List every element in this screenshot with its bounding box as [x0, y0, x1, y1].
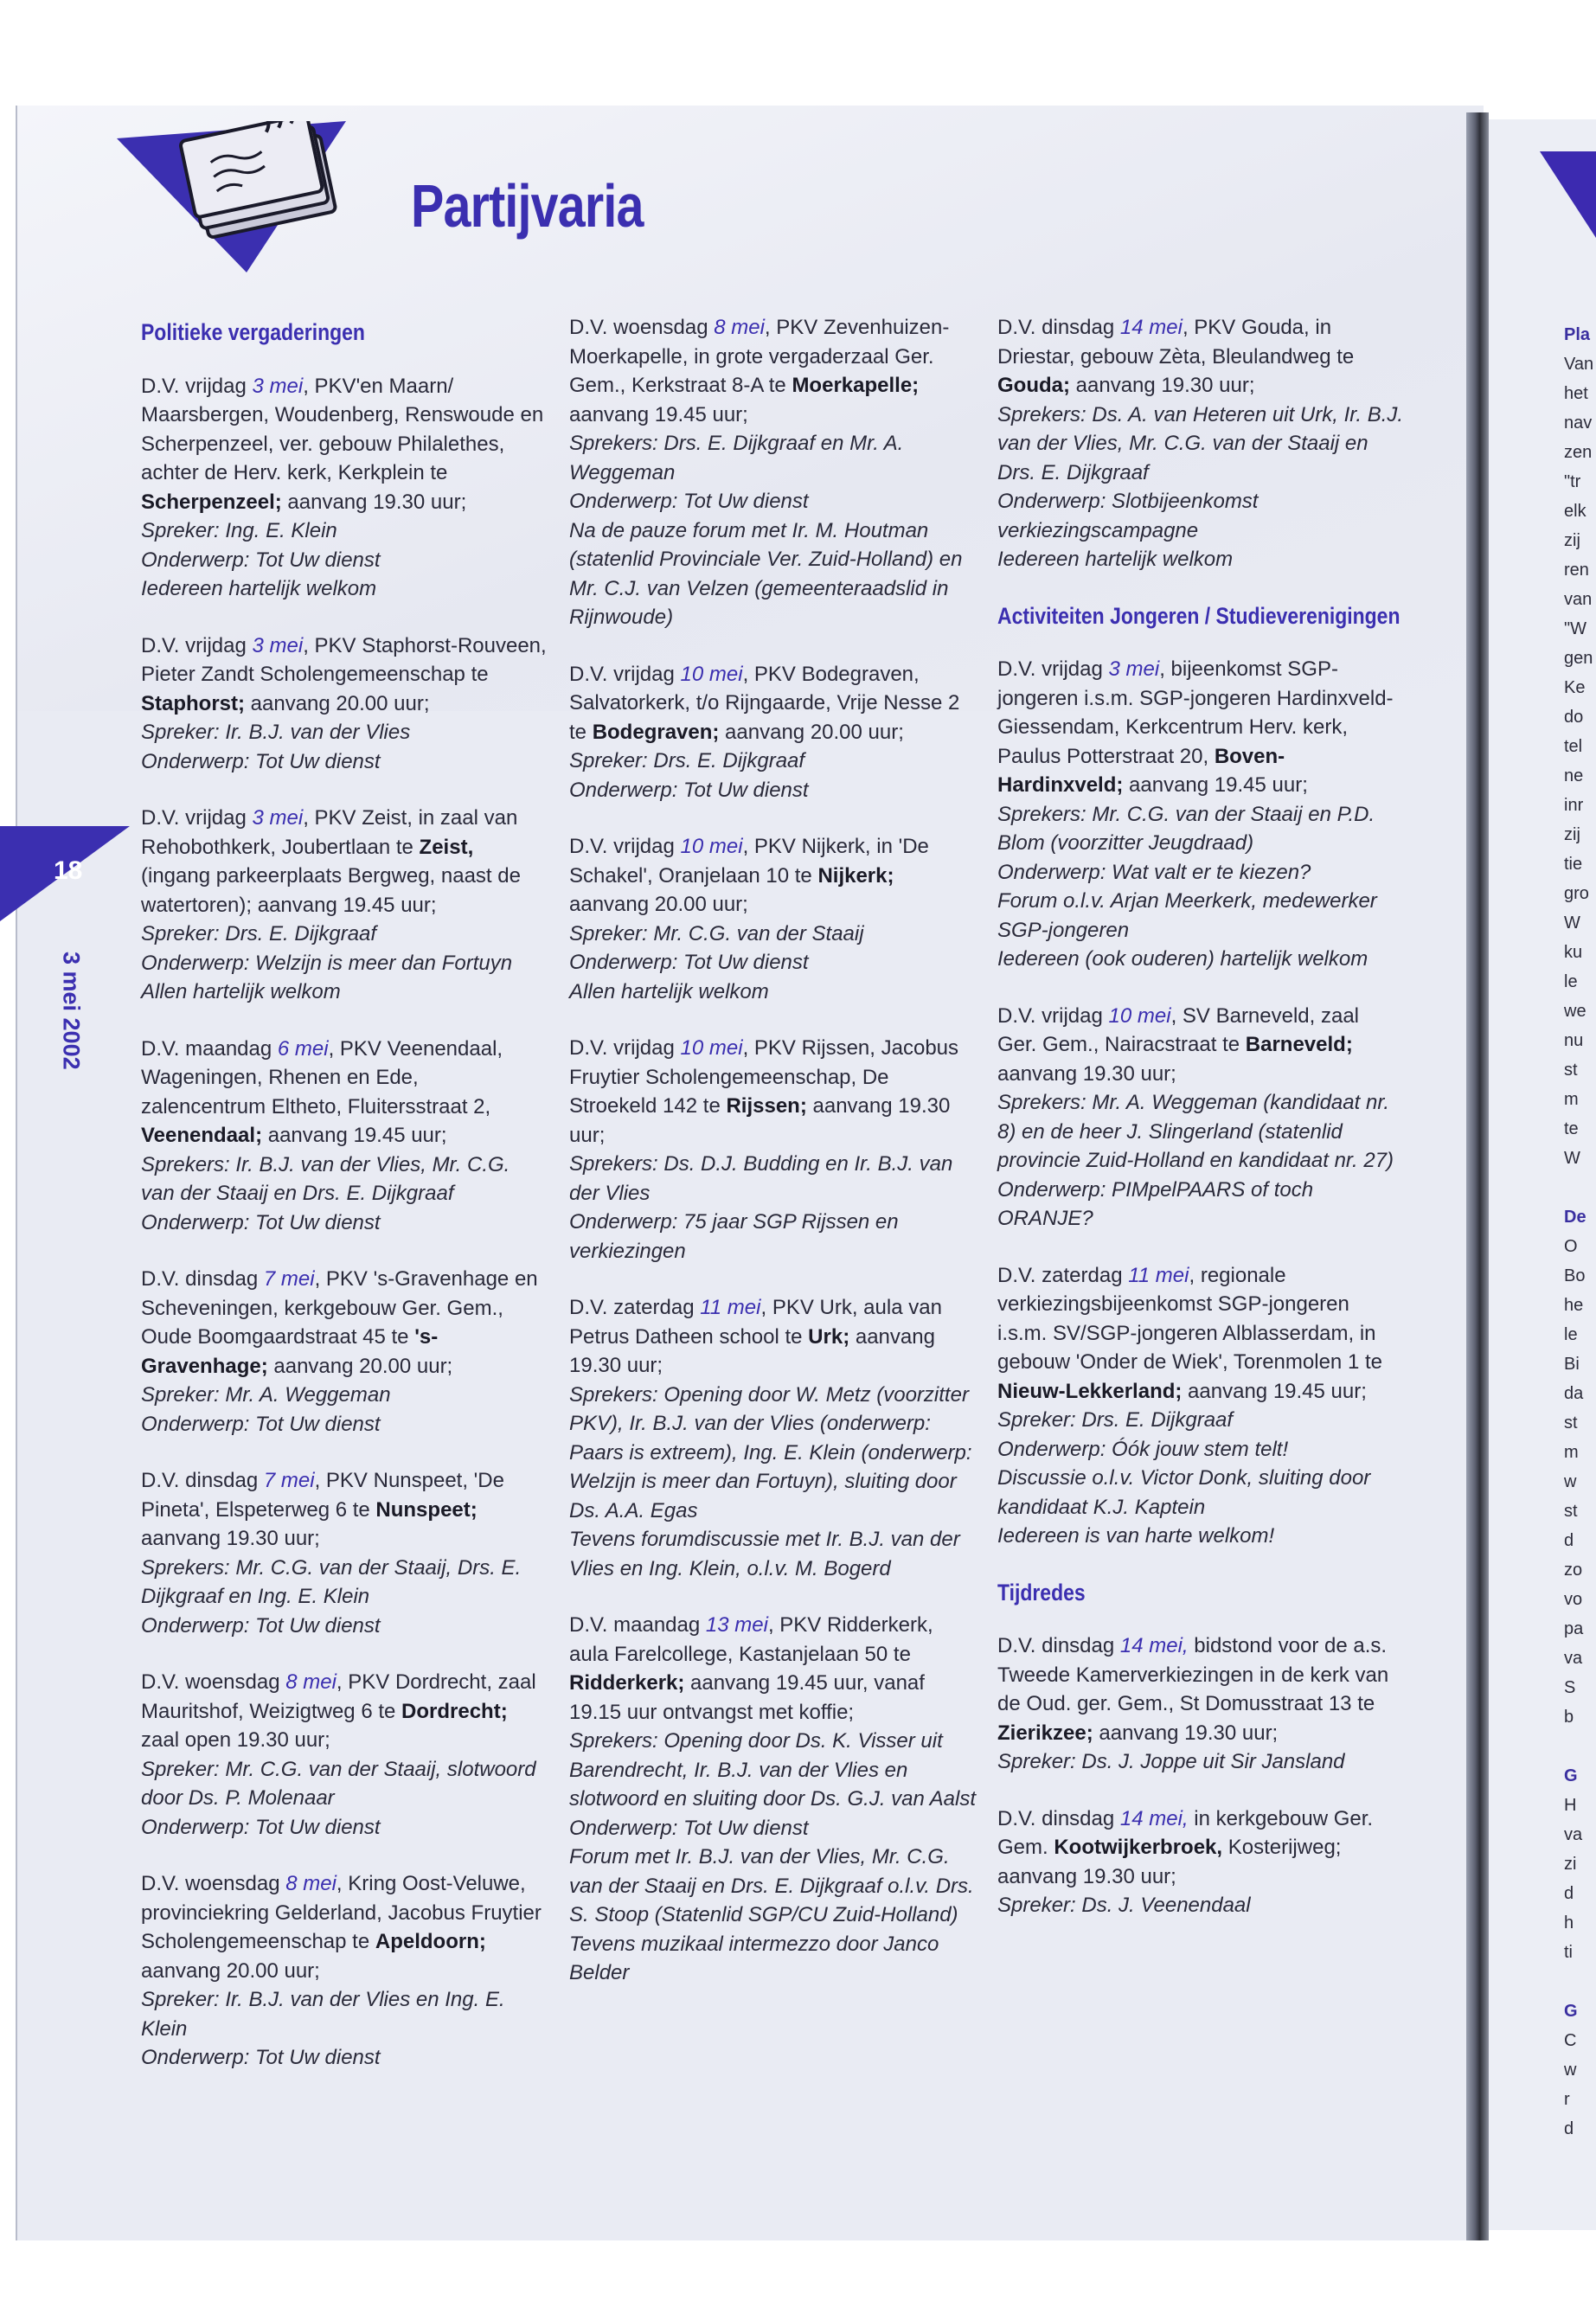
- event-mid: , PKV Zeist, in zaal van Rehobothkerk, Joubertlaan te: [141, 806, 518, 859]
- event-line: Allen hartelijk welkom: [569, 979, 769, 1003]
- event-details: [141, 804, 548, 920]
- event-line: Spreker: Mr. A. Weggeman: [141, 1383, 391, 1407]
- event-entry: [997, 313, 1404, 574]
- event-place: Scherpenzeel;: [141, 490, 282, 514]
- event-entry: [141, 631, 548, 777]
- event-entry: [141, 1265, 548, 1439]
- event-prefix: D.V. vrijdag: [569, 835, 681, 858]
- event-line: Onderwerp: Tot Uw dienst: [141, 1412, 381, 1436]
- next-page-fragment: inr: [1564, 796, 1584, 815]
- event-entry: [997, 1002, 1404, 1234]
- event-line: Forum o.l.v. Arjan Meerkerk, medewerker SGP-jongeren: [997, 889, 1377, 942]
- event-prefix: D.V. vrijdag: [141, 806, 253, 830]
- event-line: Onderwerp: PIMpelPAARS of toch ORANJE?: [997, 1177, 1314, 1230]
- event-prefix: D.V. woensdag: [569, 316, 715, 339]
- event-mid: , PKV Zevenhuizen-Moerkapelle, in grote vergaderzaal Ger. Gem., Kerkstraat 8-A te: [569, 316, 950, 397]
- event-time: aanvang 20.00 uur;: [141, 1958, 320, 1983]
- event-date: 11 mei: [700, 1296, 761, 1319]
- next-page-fragment: h: [1564, 1913, 1574, 1932]
- page-number: 18: [54, 856, 83, 885]
- event-entry: [569, 660, 976, 805]
- event-place: Moerkapelle;: [792, 374, 920, 397]
- event-place: Rijssen;: [726, 1094, 807, 1118]
- event-mid: , PKV Bodegraven, Salvatorkerk, t/o Rijngaarde, Vrije Nesse 2 te: [569, 662, 960, 744]
- event-date: 14 mei,: [1119, 1634, 1189, 1657]
- next-page-fragment: m: [1564, 1090, 1579, 1109]
- event-mid: , bijeenkomst SGP-jongeren i.s.m. SGP-jongeren Hardinxveld-Giessendam, Kerkcentrum Herv. kerk, Paulus Potterstraat 20,: [997, 657, 1394, 768]
- event-prefix: D.V. zaterdag: [569, 1296, 701, 1319]
- event-details: [141, 372, 548, 517]
- event-time: aanvang 19.30 uur;: [997, 1061, 1176, 1086]
- event-time: aanvang 19.45 uur;: [1182, 1379, 1367, 1403]
- event-line: Spreker: Ir. B.J. van der Vlies en Ing. E. Klein: [141, 1988, 505, 2041]
- next-page-fragment: H: [1564, 1796, 1577, 1815]
- next-page-fragment: De: [1564, 1208, 1586, 1227]
- next-page-fragment: do: [1564, 708, 1584, 727]
- event-date: 3 mei: [1108, 657, 1160, 681]
- next-page-fragment: nav: [1564, 413, 1593, 433]
- event-line: Sprekers: Ds. D.J. Budding en Ir. B.J. van der Vlies: [569, 1152, 953, 1205]
- event-time: aanvang 19.45 uur;: [1123, 773, 1308, 797]
- event-details: [141, 631, 548, 719]
- page-title: Partijvaria: [411, 172, 644, 240]
- entry-list: [997, 1631, 1404, 1920]
- next-page-fragment: we: [1564, 1002, 1586, 1021]
- event-time: aanvang 19.30 uur;: [1070, 374, 1255, 397]
- event-time: aanvang 19.30 uur;: [569, 1324, 935, 1377]
- next-page-fragment: va: [1564, 1825, 1583, 1844]
- event-entry: [569, 1034, 976, 1266]
- event-line: Onderwerp: Wat valt er te kiezen?: [997, 860, 1311, 884]
- event-line: Tevens muzikaal intermezzo door Janco Belder: [569, 1932, 939, 1984]
- next-page-fragment: van: [1564, 590, 1593, 609]
- issue-date-text: 3 mei 2002: [58, 952, 85, 1070]
- next-page-fragment: w: [1564, 2061, 1577, 2080]
- event-prefix: D.V. dinsdag: [997, 1806, 1120, 1830]
- event-details: [141, 1265, 548, 1381]
- event-date: 14 mei: [1119, 316, 1183, 339]
- next-page-fragment: gro: [1564, 884, 1589, 903]
- event-line: Iedereen is van harte welkom!: [997, 1524, 1275, 1548]
- event-place: Dordrecht;: [401, 1699, 508, 1723]
- event-entry: [141, 804, 548, 1007]
- section-heading-tijdredes: Tijdredes: [997, 1579, 1086, 1606]
- event-line: Sprekers: Mr. A. Weggeman (kandidaat nr. 8) en de heer J. Slingerland (statenlid provincie Zuid-Holland en kandidaat nr. 27): [997, 1091, 1394, 1172]
- event-entry: [997, 1804, 1404, 1920]
- next-page-fragment: b: [1564, 1708, 1574, 1727]
- event-line: Spreker: Ds. J. Joppe uit Sir Jansland: [997, 1750, 1345, 1773]
- column-3: [997, 313, 1404, 1948]
- next-page-fragment: W: [1564, 913, 1580, 933]
- event-prefix: D.V. dinsdag: [997, 1634, 1120, 1657]
- event-line: Iedereen (ook ouderen) hartelijk welkom: [997, 947, 1368, 971]
- event-line: Tevens forumdiscussie met Ir. B.J. van der Vlies en Ing. Klein, o.l.v. M. Bogerd: [569, 1528, 960, 1580]
- column-2: [569, 313, 976, 2016]
- next-page-fragment: ku: [1564, 943, 1583, 962]
- next-page-fragment: Bo: [1564, 1266, 1586, 1285]
- event-time: aanvang 19.45 uur;: [569, 402, 748, 426]
- event-details: [997, 1002, 1404, 1089]
- event-mid: , PKV Nijkerk, in 'De Schakel', Oranjelaan 10 te: [569, 835, 929, 888]
- column-1: [141, 313, 548, 2100]
- next-page-fragment: ren: [1564, 561, 1589, 580]
- event-details: [997, 655, 1404, 800]
- next-page-fragment: Van: [1564, 355, 1594, 374]
- event-mid: in kerkgebouw Ger. Gem.: [997, 1806, 1374, 1859]
- next-page-text-fragments: [1564, 320, 1596, 2144]
- event-place: Veenendaal;: [141, 1124, 263, 1147]
- event-date: 8 mei: [285, 1670, 337, 1694]
- event-line: Onderwerp: Tot Uw dienst: [141, 1815, 381, 1839]
- event-entry: [569, 1293, 976, 1583]
- page-gutter: [1466, 112, 1489, 2240]
- event-time: (ingang parkeerplaats Bergweg, naast de watertoren); aanvang 19.45 uur;: [141, 864, 521, 917]
- event-entry: [569, 1611, 976, 1988]
- event-line: Spreker: Ds. J. Veenendaal: [997, 1894, 1251, 1917]
- next-page-fragment: r: [1564, 2090, 1570, 2109]
- next-page-fragment: W: [1564, 1149, 1580, 1168]
- next-page-fragment: m: [1564, 1443, 1579, 1462]
- next-page-fragment: S: [1564, 1678, 1576, 1697]
- event-time: aanvang 19.30 uur;: [1093, 1721, 1279, 1745]
- event-entry: [141, 1035, 548, 1238]
- next-page-fragment: [1564, 1173, 1596, 1202]
- event-prefix: D.V. dinsdag: [997, 316, 1120, 339]
- next-page-fragment: da: [1564, 1384, 1584, 1403]
- event-line: Sprekers: Ir. B.J. van der Vlies, Mr. C.G. van der Staaij en Drs. E. Dijkgraaf: [141, 1152, 510, 1205]
- event-place: Kootwijkerbroek,: [1054, 1836, 1223, 1859]
- event-date: 10 mei: [1108, 1003, 1171, 1028]
- next-page-fragment: st: [1564, 1061, 1578, 1080]
- entry-list: [141, 372, 548, 2073]
- event-line: Onderwerp: Tot Uw dienst: [141, 548, 381, 572]
- event-line: Spreker: Drs. E. Dijkgraaf: [569, 749, 805, 772]
- event-date: 10 mei: [680, 835, 743, 858]
- event-prefix: D.V. dinsdag: [141, 1469, 264, 1492]
- event-line: Onderwerp: Welzijn is meer dan Fortuyn: [141, 951, 513, 975]
- event-mid: bidstond voor de a.s. Tweede Kamerverkiezingen in de kerk van de Oud. ger. Gem., St Domusstraat 13 te: [997, 1634, 1389, 1715]
- entry-list: [997, 313, 1404, 574]
- event-prefix: D.V. vrijdag: [569, 1036, 681, 1060]
- event-details: [997, 313, 1404, 401]
- event-place: Boven-Hardinxveld;: [997, 744, 1285, 797]
- event-place: Nunspeet;: [375, 1497, 478, 1522]
- event-line: Na de pauze forum met Ir. M. Houtman (statenlid Provinciale Ver. Zuid-Holland) en Mr. C.J. van Velzen (gemeenteraadslid in Rijnwoude): [569, 518, 963, 629]
- event-time: aanvang 20.00 uur;: [719, 720, 904, 744]
- event-line: Discussie o.l.v. Victor Donk, sluiting door kandidaat K.J. Kaptein: [997, 1466, 1371, 1519]
- next-page-fragment: tel: [1564, 737, 1583, 756]
- next-page-fragment: het: [1564, 384, 1588, 403]
- event-date: 7 mei: [263, 1469, 315, 1492]
- event-time: aanvang 20.00 uur;: [569, 893, 748, 916]
- event-line: Onderwerp: Óók jouw stem telt!: [997, 1437, 1289, 1461]
- event-mid: , PKV Dordrecht, zaal Mauritshof, Weizigtweg 6 te: [141, 1670, 536, 1723]
- event-prefix: D.V. vrijdag: [141, 633, 253, 657]
- next-page-fragment: [1564, 1732, 1596, 1761]
- event-mid: , PKV Veenendaal, Wageningen, Rhenen en Ede, zalencentrum Eltheto, Fluitersstraat 2,: [141, 1036, 503, 1118]
- event-prefix: D.V. vrijdag: [141, 374, 253, 398]
- event-prefix: D.V. vrijdag: [997, 657, 1109, 681]
- next-page-fragment: st: [1564, 1502, 1578, 1521]
- event-place: Urk;: [808, 1324, 850, 1349]
- event-details: [997, 1631, 1404, 1747]
- next-page-fragment: G: [1564, 1766, 1578, 1785]
- next-page-fragment: zi: [1564, 1855, 1577, 1874]
- next-page-fragment: vo: [1564, 1590, 1583, 1609]
- event-time: aanvang 19.45 uur;: [262, 1124, 447, 1147]
- next-page-fragment: elk: [1564, 502, 1586, 521]
- next-page-fragment: w: [1564, 1472, 1577, 1491]
- next-page-fragment: va: [1564, 1649, 1583, 1668]
- event-place: Barneveld;: [1245, 1033, 1353, 1056]
- notepad-logo-icon: [117, 121, 359, 272]
- event-prefix: D.V. maandag: [141, 1036, 278, 1061]
- next-page-fragment: d: [1564, 2119, 1574, 2138]
- section-heading-politieke: Politieke vergaderingen: [141, 319, 365, 345]
- next-page-fragment: st: [1564, 1413, 1578, 1433]
- event-mid: , PKV 's-Gravenhage en Scheveningen, kerkgebouw Ger. Gem., Oude Boomgaardstraat 45 te: [141, 1267, 538, 1349]
- next-page-fragment: "tr: [1564, 472, 1581, 491]
- event-place: Bodegraven;: [592, 720, 720, 744]
- event-time: Kosterijweg; aanvang 19.30 uur;: [997, 1836, 1342, 1888]
- event-place: Apeldoorn;: [375, 1930, 486, 1953]
- next-page-fragment: Bi: [1564, 1355, 1580, 1374]
- next-page-fragment: "W: [1564, 619, 1586, 638]
- next-page-fragment: zij: [1564, 531, 1580, 550]
- next-page-fragment: Pla: [1564, 325, 1591, 344]
- event-line: Sprekers: Mr. C.G. van der Staaij en P.D. Blom (voorzitter Jeugdraad): [997, 802, 1375, 855]
- next-page-fragment: C: [1564, 2031, 1577, 2050]
- event-time: zaal open 19.30 uur;: [141, 1728, 330, 1752]
- event-line: Iedereen hartelijk welkom: [997, 548, 1234, 571]
- event-place: Zeist,: [419, 835, 474, 859]
- event-line: Spreker: Drs. E. Dijkgraaf: [997, 1408, 1234, 1432]
- event-date: 7 mei: [263, 1267, 315, 1291]
- entry-list: [997, 655, 1404, 1551]
- event-time: aanvang 19.30 uur;: [569, 1094, 951, 1147]
- next-page-fragment: Ke: [1564, 678, 1586, 697]
- event-line: Onderwerp: Tot Uw dienst: [141, 749, 381, 773]
- event-line: Sprekers: Mr. C.G. van der Staaij, Drs. E. Dijkgraaf en Ing. E. Klein: [141, 1555, 522, 1608]
- event-line: Onderwerp: Tot Uw dienst: [141, 1210, 381, 1234]
- event-details: [569, 313, 976, 429]
- event-details: [141, 1869, 548, 1985]
- event-time: aanvang 19.45 uur, vanaf 19.15 uur ontvangst met koffie;: [569, 1671, 925, 1724]
- event-place: Zierikzee;: [997, 1721, 1093, 1745]
- event-entry: [141, 1869, 548, 2073]
- event-date: 8 mei: [285, 1872, 337, 1895]
- event-line: Onderwerp: Tot Uw dienst: [141, 2046, 381, 2069]
- event-time: aanvang 19.30 uur;: [281, 490, 467, 514]
- issue-date-vertical: [54, 952, 88, 1090]
- next-page-fragment: O: [1564, 1237, 1578, 1256]
- event-prefix: D.V. zaterdag: [997, 1263, 1129, 1287]
- event-line: Onderwerp: 75 jaar SGP Rijssen en verkiezingen: [569, 1210, 899, 1263]
- event-mid: , PKV Urk, aula van Petrus Datheen school te: [569, 1296, 942, 1349]
- next-page-fragment: zij: [1564, 825, 1580, 844]
- event-details: [141, 1035, 548, 1150]
- event-line: Sprekers: Opening door W. Metz (voorzitter PKV), Ir. B.J. van der Vlies (onderwerp: Paars is extreem), Ing. E. Klein (onderwerp: Welzijn is meer dan Fortuyn), sluiting door Ds. A.A. Egas: [569, 1382, 972, 1522]
- event-line: Iedereen hartelijk welkom: [141, 577, 377, 600]
- event-time: aanvang 19.30 uur;: [141, 1527, 320, 1550]
- event-date: 3 mei: [252, 374, 304, 398]
- event-mid: , SV Barneveld, zaal Ger. Gem., Nairacstraat te: [997, 1003, 1360, 1056]
- event-place: Gouda;: [997, 374, 1070, 397]
- event-prefix: D.V. woensdag: [141, 1872, 286, 1895]
- event-time: aanvang 20.00 uur;: [267, 1354, 453, 1378]
- event-mid: , PKV Gouda, in Driestar, gebouw Zèta, Bleulandweg te: [997, 316, 1355, 369]
- event-entry: [141, 1668, 548, 1842]
- event-line: Onderwerp: Tot Uw dienst: [569, 951, 809, 974]
- event-mid: , PKV Rijssen, Jacobus Fruytier Scholengemeenschap, De Stroekeld 142 te: [569, 1036, 959, 1118]
- next-page-fragment: le: [1564, 972, 1578, 991]
- event-time: aanvang 20.00 uur;: [245, 691, 430, 715]
- event-date: 14 mei,: [1119, 1806, 1189, 1830]
- event-line: Allen hartelijk welkom: [141, 980, 341, 1003]
- event-entry: [569, 313, 976, 632]
- event-line: Onderwerp: Tot Uw dienst: [141, 1613, 381, 1638]
- event-details: [569, 660, 976, 747]
- event-date: 10 mei: [680, 662, 743, 686]
- event-mid: , PKV Ridderkerk, aula Farelcollege, Kastanjelaan 50 te: [569, 1613, 933, 1666]
- entry-list: [569, 313, 976, 1988]
- event-details: [569, 832, 976, 920]
- event-line: Spreker: Drs. E. Dijkgraaf: [141, 922, 377, 945]
- event-details: [997, 1261, 1404, 1407]
- next-page-triangle: [1540, 151, 1596, 238]
- next-page-fragment: d: [1564, 1884, 1574, 1903]
- event-mid: , Kring Oost-Veluwe, provinciekring Gelderland, Jacobus Fruytier Scholengemeenschap te: [141, 1872, 542, 1953]
- event-line: Sprekers: Ds. A. van Heteren uit Urk, Ir. B.J. van der Vlies, Mr. C.G. van der Staaij en Drs. E. Dijkgraaf: [997, 402, 1404, 484]
- event-prefix: D.V. dinsdag: [141, 1267, 264, 1291]
- event-date: 10 mei: [680, 1036, 743, 1060]
- next-page-fragment: le: [1564, 1325, 1578, 1344]
- event-mid: , PKV'en Maarn/ Maarsbergen, Woudenberg, Renswoude en Scherpenzeel, ver. gebouw Philalethes, achter de Herv. kerk, Kerkplein te: [141, 374, 544, 484]
- next-page-fragment: zo: [1564, 1561, 1583, 1580]
- event-line: Spreker: Mr. C.G. van der Staaij: [569, 921, 864, 945]
- event-details: [141, 1466, 548, 1554]
- next-page-fragment: ti: [1564, 1943, 1573, 1962]
- event-line: Onderwerp: Tot Uw dienst: [569, 778, 809, 802]
- event-date: 3 mei: [252, 633, 304, 657]
- next-page-fragment: nu: [1564, 1031, 1584, 1050]
- event-date: 8 mei: [714, 316, 765, 339]
- event-entry: [141, 1466, 548, 1640]
- next-page-fragment: gen: [1564, 649, 1593, 668]
- next-page-fragment: ne: [1564, 766, 1584, 785]
- next-page-fragment: he: [1564, 1296, 1584, 1315]
- event-line: Onderwerp: Slotbijeenkomst verkiezingscampagne: [997, 490, 1259, 542]
- event-line: Sprekers: Opening door Ds. K. Visser uit Barendrecht, Ir. B.J. van der Vlies en slotwoord en sluiting door Ds. G.J. van Aalst: [569, 1729, 976, 1811]
- event-place: Nieuw-Lekkerland;: [997, 1379, 1183, 1403]
- event-details: [141, 1668, 548, 1755]
- event-place: Staphorst;: [141, 691, 245, 715]
- event-details: [569, 1611, 976, 1727]
- event-entry: [569, 832, 976, 1006]
- event-prefix: D.V. vrijdag: [569, 662, 681, 686]
- next-page-fragment: te: [1564, 1119, 1579, 1138]
- event-details: [997, 1804, 1404, 1892]
- next-page-fragment: tie: [1564, 855, 1583, 874]
- event-details: [569, 1293, 976, 1381]
- event-mid: , regionale verkiezingsbijeenkomst SGP-jongeren i.s.m. SV/SGP-jongeren Alblasserdam, in gebouw 'Onder de Wiek', Torenmolen 1 te: [997, 1263, 1382, 1374]
- event-prefix: D.V. woensdag: [141, 1670, 286, 1694]
- next-page-fragment: pa: [1564, 1619, 1584, 1638]
- event-line: Onderwerp: Tot Uw dienst: [569, 1816, 809, 1840]
- event-entry: [997, 1631, 1404, 1777]
- event-prefix: D.V. vrijdag: [997, 1003, 1109, 1028]
- event-place: Ridderkerk;: [569, 1671, 685, 1695]
- event-place: Nijkerk;: [817, 863, 894, 888]
- next-page-fragment: G: [1564, 2002, 1578, 2021]
- event-place: 's-Gravenhage;: [141, 1325, 439, 1378]
- event-line: Spreker: Ir. B.J. van der Vlies: [141, 721, 411, 744]
- section-heading-jongeren: Activiteiten Jongeren / Studieverenigingen: [997, 602, 1401, 629]
- event-date: 3 mei: [252, 806, 304, 830]
- event-mid: , PKV Nunspeet, 'De Pineta', Elspeterweg 6 te: [141, 1469, 504, 1522]
- event-date: 11 mei: [1128, 1263, 1189, 1287]
- event-entry: [997, 1261, 1404, 1551]
- next-page-fragment: d: [1564, 1531, 1574, 1550]
- event-entry: [997, 655, 1404, 974]
- event-line: Sprekers: Drs. E. Dijkgraaf en Mr. A. Weggeman: [569, 432, 904, 484]
- next-page-fragment: [1564, 1967, 1596, 1997]
- event-prefix: D.V. maandag: [569, 1613, 706, 1637]
- event-line: Spreker: Ing. E. Klein: [141, 519, 337, 542]
- event-mid: , PKV Staphorst-Rouveen, Pieter Zandt Scholengemeenschap te: [141, 633, 547, 686]
- event-line: Onderwerp: Tot Uw dienst: [569, 490, 809, 513]
- event-entry: [141, 372, 548, 604]
- event-date: 6 mei: [277, 1036, 329, 1061]
- next-page-fragment: zen: [1564, 443, 1593, 462]
- event-details: [569, 1034, 976, 1150]
- event-date: 13 mei: [705, 1613, 768, 1637]
- event-line: Forum met Ir. B.J. van der Vlies, Mr. C.G. van der Staaij en Drs. E. Dijkgraaf o.l.v. Drs. S. Stoop (Statenlid SGP/CU Zuid-Holland): [569, 1845, 974, 1926]
- event-line: Spreker: Mr. C.G. van der Staaij, slotwoord door Ds. P. Molenaar: [141, 1757, 536, 1810]
